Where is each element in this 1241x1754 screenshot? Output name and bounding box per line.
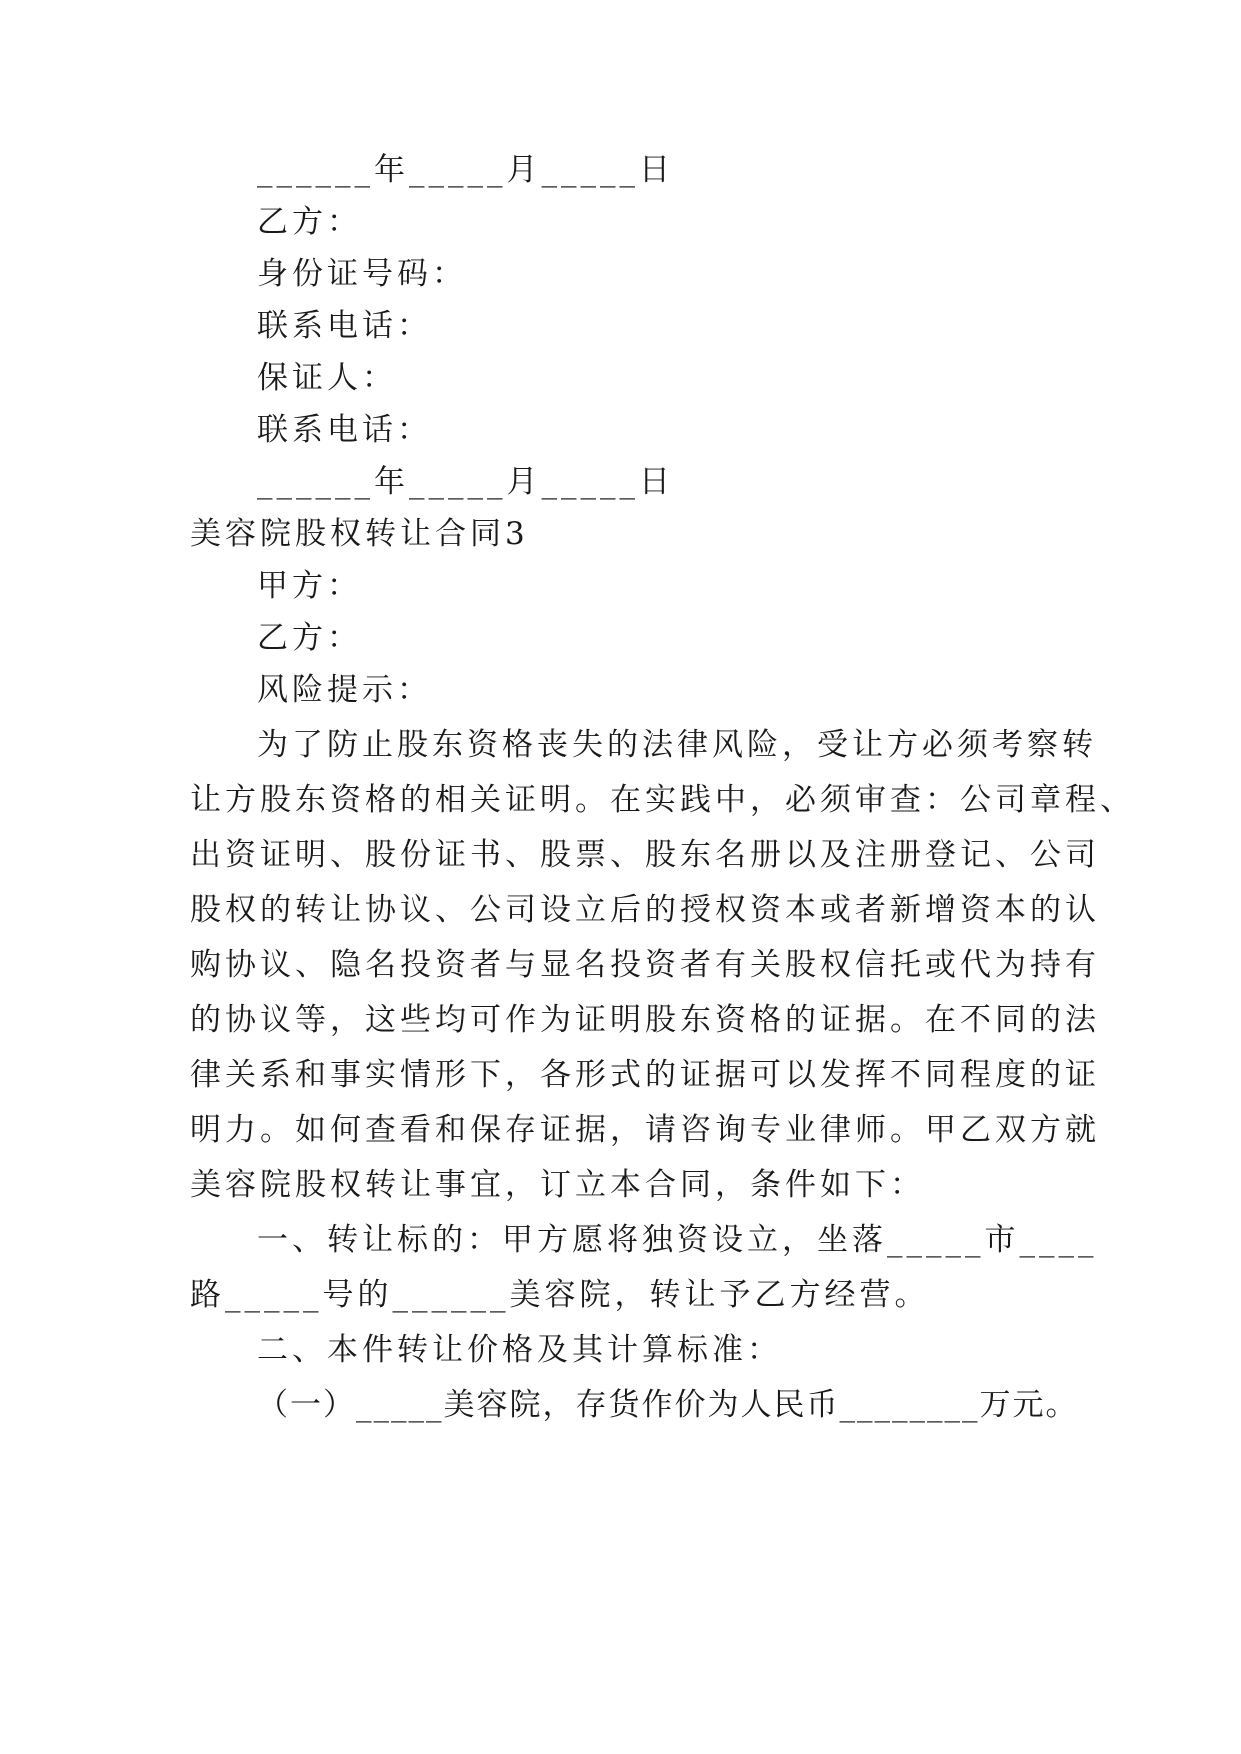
- risk-paragraph-line: 律关系和事实情形下，各形式的证据可以发挥不同程度的证: [190, 1057, 1100, 1093]
- guarantor-phone-label: 联系电话：: [257, 412, 432, 448]
- risk-paragraph-line: 为了防止股东资格丧失的法律风险，受让方必须考察转: [257, 727, 1097, 763]
- risk-heading: 风险提示：: [257, 672, 432, 708]
- party-b-label-2: 乙方：: [257, 620, 362, 656]
- risk-paragraph-line: 让方股东资格的相关证明。在实践中，必须审查：公司章程、: [190, 782, 1135, 818]
- phone-label: 联系电话：: [257, 308, 432, 344]
- guarantor-label: 保证人：: [257, 360, 397, 396]
- risk-paragraph-line: 的协议等，这些均可作为证明股东资格的证据。在不同的法: [190, 1002, 1100, 1038]
- risk-paragraph-line: 明力。如何查看和保存证据，请咨询专业律师。甲乙双方就: [190, 1112, 1100, 1148]
- id-number-label: 身份证号码：: [257, 256, 467, 292]
- clause-2-item-1: （一）_____美容院，存货作价为人民币________万元。: [257, 1387, 1079, 1423]
- risk-paragraph-line: 股权的转让协议、公司设立后的授权资本或者新增资本的认: [190, 892, 1100, 928]
- clause-2-heading: 二、本件转让价格及其计算标准：: [257, 1332, 782, 1368]
- risk-paragraph-line: 美容院股权转让事宜，订立本合同，条件如下：: [190, 1167, 925, 1203]
- contract-title: 美容院股权转让合同3: [190, 516, 529, 552]
- party-a-label: 甲方：: [257, 568, 362, 604]
- date-line: ______年_____月_____日: [257, 152, 674, 188]
- risk-paragraph-line: 出资证明、股份证书、股票、股东名册以及注册登记、公司: [190, 837, 1100, 873]
- party-b-label: 乙方：: [257, 204, 362, 240]
- clause-1-line: 路_____号的______美容院，转让予乙方经营。: [190, 1277, 930, 1313]
- clause-1-line: 一、转让标的：甲方愿将独资设立，坐落_____市____: [257, 1222, 1098, 1258]
- date-line-2: ______年_____月_____日: [257, 464, 674, 500]
- risk-paragraph-line: 购协议、隐名投资者与显名投资者有关股权信托或代为持有: [190, 947, 1100, 983]
